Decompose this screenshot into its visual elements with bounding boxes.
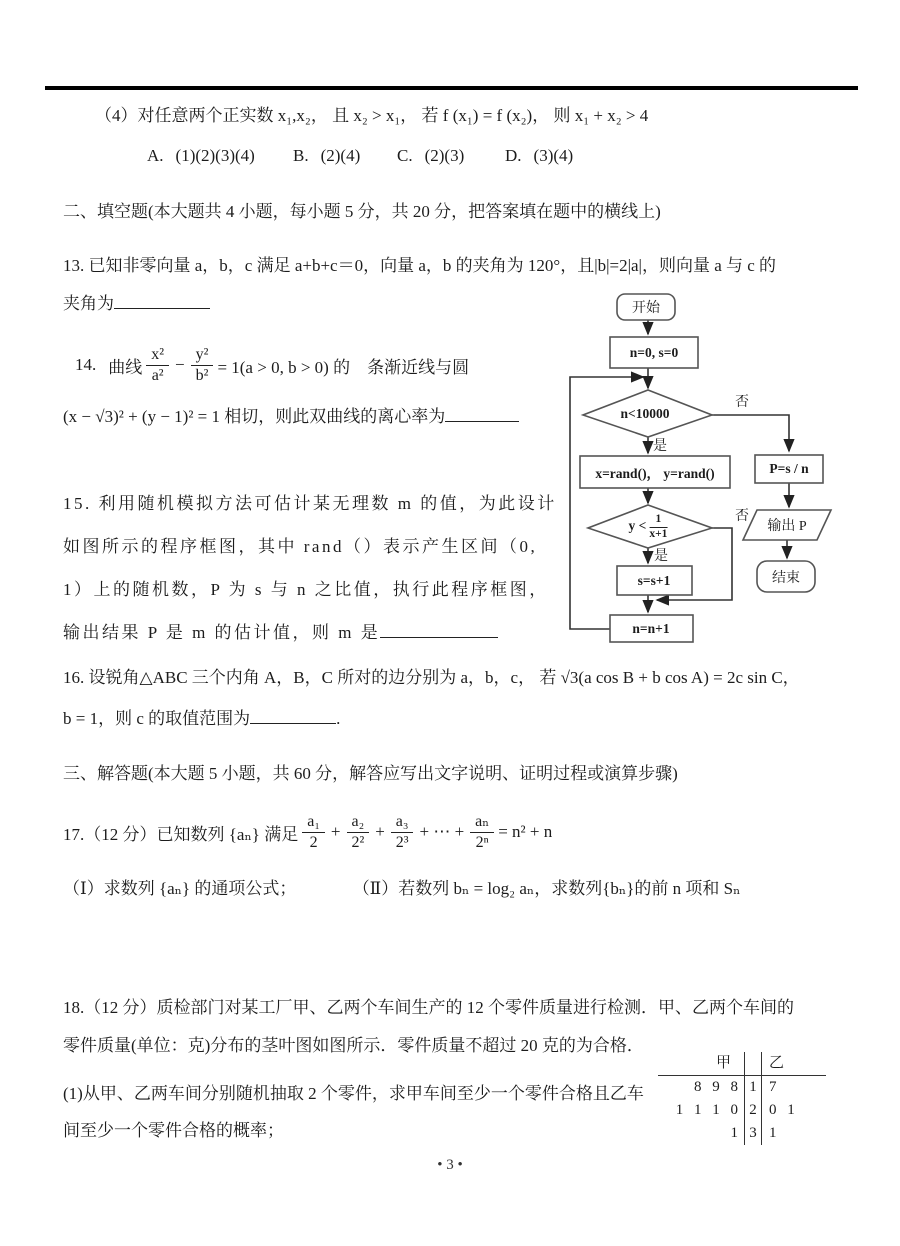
q15-line4-text: 输出结果 P 是 m 的估计值，则 m 是 <box>63 623 381 642</box>
stemleaf-header-yi: 乙 <box>762 1052 826 1076</box>
q17-lead: 17.（12 分）已知数列 {aₙ} 满足 <box>63 824 299 844</box>
option-d-value: (3)(4) <box>533 146 574 165</box>
section-fill-title: 二、填空题(本大题共 4 小题，每小题 5 分，共 20 分，把答案填在题中的横线上) <box>63 202 661 221</box>
q14-fraction-1: $\frac{\text{x²}}{\text{a²}}$ <box>146 347 169 384</box>
stemleaf-row2-yi: 0 1 <box>769 1102 795 1118</box>
flow-cond2-fraction: $\frac{1}{x+1}$ <box>649 513 668 540</box>
q13-line1: 13. 已知非零向量 a，b，c 满足 a+b+c＝0，向量 a，b 的夹角为 120°，且|b|=2|a|，则向量 a 与 c 的 <box>63 256 777 275</box>
option-a-label: A. <box>147 146 164 165</box>
q14-fraction-2: $\frac{\text{y²}}{\text{b²}}$ <box>191 347 214 384</box>
stemleaf-row2-jia: 1 1 1 0 <box>675 1102 738 1118</box>
q18-line1: 18.（12 分）质检部门对某工厂甲、乙两个车间生产的 12 个零件质量进行检测．甲、乙两个车间的 <box>63 998 794 1017</box>
q17-fraction-4: $\frac{\text{aₙ}}{\text{2ⁿ}}$ <box>470 814 494 851</box>
q17-fraction-3: $\frac{\text{a₃}}{\text{2³}}$ <box>391 814 414 851</box>
top-rule <box>45 86 858 90</box>
q14-lead: 曲线 <box>108 357 143 377</box>
q13-line2 <box>63 289 210 314</box>
flow-incs-label: s=s+1 <box>637 573 671 588</box>
stem-leaf-grid <box>658 1052 826 1145</box>
stem-leaf-plot <box>658 1052 826 1145</box>
q13-answer-blank <box>114 291 210 309</box>
q17-part2: （Ⅱ）若数列 bₙ = log₂ aₙ，求数列{bₙ}的前 n 项和 Sₙ <box>352 879 741 898</box>
option-b <box>293 146 360 166</box>
program-flowchart <box>560 288 860 660</box>
option-b-label: B. <box>293 146 309 165</box>
q16-line2-period: . <box>336 709 341 728</box>
q18-line2: 零件质量(单位：克)分布的茎叶图如图所示．零件质量不超过 20 克的为合格． <box>63 1036 644 1055</box>
q18-part1-line1: (1)从甲、乙两车间分别随机抽取 2 个零件，求甲车间至少一个零件合格且乙车 <box>63 1084 644 1103</box>
q16-line1: 16. 设锐角△ABC 三个内角 A，B，C 所对的边分别为 a，b，c， 若 √3(a cos B + b cos A) = 2c sin C， <box>63 668 800 687</box>
stemleaf-header-stem <box>744 1052 762 1076</box>
flow-output-label: 输出 P <box>767 519 807 534</box>
q15-line3: 1）上的随机数，P 为 s 与 n 之比值，执行此程序框图， <box>63 580 549 599</box>
flow-incn-label: n=n+1 <box>632 621 670 636</box>
option-d <box>505 146 573 166</box>
q14-line1 <box>75 338 469 392</box>
q18-part1-line2: 间至少一个零件合格的概率； <box>63 1121 284 1140</box>
flow-no2-label: 否 <box>735 509 749 524</box>
q14-line2 <box>63 402 519 427</box>
q17-plus-2: + <box>375 822 385 841</box>
q17-part1: （Ⅰ）求数列 {aₙ} 的通项公式； <box>63 879 297 898</box>
q16-answer-blank <box>250 706 336 724</box>
flow-yes2-label: 是 <box>654 549 668 564</box>
q15-line4 <box>63 618 498 643</box>
stemleaf-header-jia: 甲 <box>658 1052 744 1076</box>
q17-fraction-1: $\frac{\text{a₁}}{2}$ <box>302 814 325 851</box>
page-number: • 3 • <box>437 1157 463 1173</box>
option-d-label: D. <box>505 146 522 165</box>
q17-fraction-2: $\frac{\text{a₂}}{\text{2²}}$ <box>347 814 370 851</box>
option-b-value: (2)(4) <box>320 146 361 165</box>
flow-init-label: n=0, s=0 <box>629 345 679 360</box>
q13-line2-text: 夹角为 <box>63 294 114 313</box>
stemleaf-row3-yi: 1 <box>769 1125 777 1141</box>
q15-line2: 如图所示的程序框图，其中 rand（）表示产生区间（0, <box>63 537 538 556</box>
q17-line1 <box>63 804 552 860</box>
flow-cond1-label: n<10000 <box>620 406 670 421</box>
q14-tail: = 1(a > 0, b > 0) 的 条渐近线与圆 <box>217 357 470 377</box>
q4-statement: （4）对任意两个正实数 x₁,x₂， 且 x₂ > x₁， 若 f (x₁) = f (x₂)， 则 x₁ + x₂ > 4 <box>95 106 649 125</box>
q14-line2-text: (x − √3)² + (y − 1)² = 1 相切，则此双曲线的离心率为 <box>63 407 446 426</box>
option-c-label: C. <box>397 146 413 165</box>
q14-answer-blank <box>445 404 519 422</box>
flow-start-label: 开始 <box>632 301 660 316</box>
stemleaf-row2-stem: 2 <box>744 1099 762 1122</box>
flow-cond2-var: y < <box>628 518 647 534</box>
q15-answer-blank <box>380 620 498 638</box>
flow-end-label: 结束 <box>772 571 800 586</box>
q16-line2 <box>63 704 340 729</box>
stemleaf-row1-jia: 8 9 8 <box>694 1079 738 1095</box>
q15-line1: 15. 利用随机模拟方法可估计某无理数 m 的值，为此设计 <box>63 494 557 513</box>
q17-line2 <box>63 874 740 899</box>
flow-no1-label: 否 <box>735 395 749 410</box>
section-solve-title: 三、解答题(本大题 5 小题，共 60 分，解答应写出文字说明、证明过程或演算步骤) <box>63 764 678 783</box>
flow-cond2-label <box>629 514 668 540</box>
q4-options-row <box>0 146 900 170</box>
q14-minus: − <box>175 355 185 374</box>
stemleaf-row1-yi: 7 <box>769 1079 777 1095</box>
option-c-value: (2)(3) <box>424 146 465 165</box>
stemleaf-row1-stem: 1 <box>744 1076 762 1099</box>
stemleaf-row3-stem: 3 <box>744 1122 762 1145</box>
q17-equals: = n² + n <box>498 822 553 841</box>
q17-dots: + ⋯ + <box>419 822 465 841</box>
q14-number: 14. <box>75 355 97 374</box>
option-c <box>397 146 464 166</box>
q16-line2-text: b = 1，则 c 的取值范围为 <box>63 709 251 728</box>
flow-yes1-label: 是 <box>653 439 667 454</box>
q17-plus-1: + <box>330 822 341 841</box>
option-a-value: (1)(2)(3)(4) <box>175 146 255 165</box>
flow-assign-label: P=s / n <box>769 461 809 476</box>
flow-rand-label: x=rand()， y=rand() <box>595 466 715 481</box>
stemleaf-row3-jia: 1 <box>730 1125 738 1141</box>
option-a <box>147 146 255 166</box>
